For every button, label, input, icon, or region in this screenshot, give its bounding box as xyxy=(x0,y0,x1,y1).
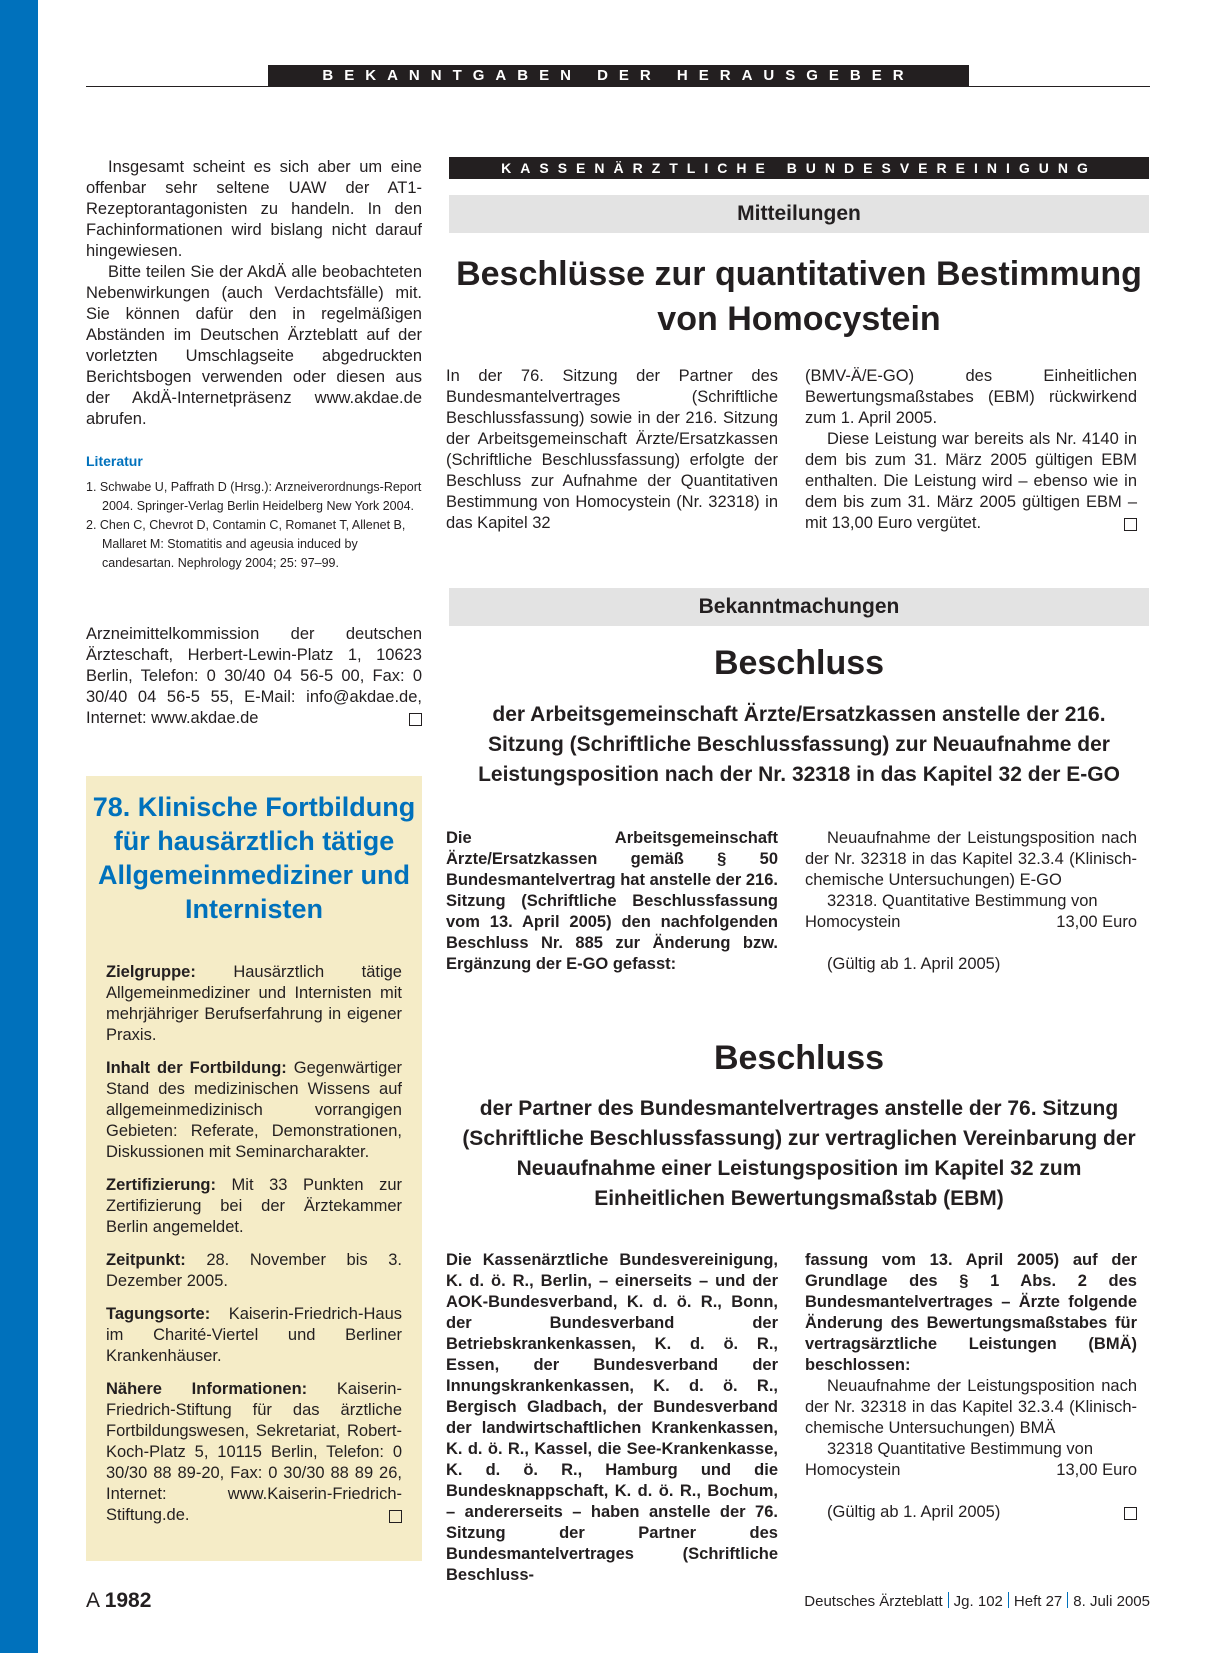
beschluss-2-intro: Die Kassenärztliche Bundesvereinigung, K. d. ö. R., Berlin, – einerseits – und der AOK-Bundesverband, K. d. ö. R., Bonn, der Bundesverband der Betriebskrankenkassen, K. d. ö. R., Essen, der Bundesverband der Innungskrankenkassen, K. d. ö. R., Bergisch Gladbach, der Bundesverband der landwirtschaftlichen Krankenkassen, K. d. ö. R., Kassel, die See-Krankenkasse, K. d. ö. R., Hamburg und die Bundesknappschaft, K. d. ö. R., Bochum, – andererseits – haben anstelle der 76. Sitzung der Partner des Bundesmantelvertrages (Schriftliche Beschluss- xyxy=(446,1251,778,1584)
kbv-text-3: Diese Leistung war bereits als Nr. 4140 in dem bis zum 31. März 2005 gültigen EBM enthalten. Die Leistung wird – ebenso wie in dem bis zum 31. März 2005 gültigen EBM – mit 13,00 Euro vergütet. xyxy=(805,430,1137,532)
beschluss-2-grundlage: fassung vom 13. April 2005) auf der Grundlage des § 1 Abs. 2 des Bundesmantelvertrages – Ärzte folgende Änderung des Bewertungsmaßstabes für vertragsärztliche Leistungen (BMÄ) beschlossen: xyxy=(805,1251,1137,1374)
journal-footer xyxy=(804,1592,1150,1610)
beschluss-1-column-2 xyxy=(805,828,1137,975)
fortbildung-infobox xyxy=(86,776,422,1561)
header-rule xyxy=(86,86,1150,87)
tagungsorte-label: Tagungsorte: xyxy=(106,1305,211,1323)
page-number xyxy=(86,1589,151,1613)
footer-divider xyxy=(1067,1592,1068,1608)
zeitpunkt-text: 28. November bis 3. Dezember 2005. xyxy=(106,1251,402,1290)
beschluss-1-gueltig: (Gültig ab 1. April 2005) xyxy=(827,955,1001,973)
beschluss-2-leistung: 32318 Quantitative Bestimmung von Homocystein xyxy=(805,1440,1093,1479)
zertifizierung-text: Mit 33 Punkten zur Zertifizierung bei der Ärztekammer Berlin angemeldet. xyxy=(106,1176,402,1236)
beschluss-1-title: Beschluss xyxy=(713,644,885,682)
beschluss-2-column-2 xyxy=(805,1250,1137,1523)
infobox-body xyxy=(106,962,402,1538)
beschluss-2-subtitle: der Partner des Bundesmantelvertrages anstelle der 76. Sitzung (Schriftliche Beschlussfassung) zur vertraglichen Vereinbarung der Neuaufnahme einer Leistungsposition im Kapitel 32 zum Einheitlichen Bewertungsmaßstab (EBM) xyxy=(462,1097,1136,1210)
informationen-label: Nähere Informationen: xyxy=(106,1380,308,1398)
left-column xyxy=(86,157,422,573)
literatur-heading: Literatur xyxy=(86,453,143,469)
reference-2: 2. Chen C, Chevrot D, Contamin C, Romanet T, Allenet B, Mallaret M: Stomatitis and ageusia induced by candesartan. Nephrology 2004; 25: 97–99. xyxy=(86,518,406,570)
footer-divider xyxy=(1008,1592,1009,1608)
beschluss-1-subtitle: der Arbeitsgemeinschaft Ärzte/Ersatzkassen anstelle der 216. Sitzung (Schriftliche Beschlussfassung) zur Neuaufnahme der Leistungsposition nach der Nr. 32318 in das Kapitel 32 der E-GO xyxy=(478,703,1120,786)
inhalt-text: Gegenwärtiger Stand des medizinischen Wissens auf allgemeinmedizinisch vorrangigen Gebieten: Referate, Demonstrationen, Diskussionen mit Seminarcharakter. xyxy=(106,1059,402,1161)
beschluss-2-title: Beschluss xyxy=(713,1039,885,1077)
journal-date: 8. Juli 2005 xyxy=(1073,1593,1150,1610)
inhalt-label: Inhalt der Fortbildung: xyxy=(106,1059,287,1077)
blue-edge-strip xyxy=(0,0,38,1653)
kbv-section-banner: KASSENÄRZTLICHE BUNDESVEREINIGUNG xyxy=(449,157,1149,179)
akdae-address: Arzneimittelkommission der deutschen Ärzteschaft, Herbert-Lewin-Platz 1, 10623 Berlin, Telefon: 0 30/40 04 56-5 00, Fax: 0 30/40 04 56-5 55, E-Mail: info@akdae.de, Internet: www.akdae.de xyxy=(86,625,422,727)
kbv-column-2 xyxy=(805,366,1137,534)
infobox-title: 78. Klinische Fortbildung für hausärztlich tätige Allgemeinmediziner und Internisten xyxy=(92,792,416,924)
reference-1: 1. Schwabe U, Paffrath D (Hrsg.): Arzneiverordnungs-Report 2004. Springer-Verlag Berlin Heidelberg New York 2004. xyxy=(86,480,422,513)
beschluss-1-neuaufnahme: Neuaufnahme der Leistungsposition nach der Nr. 32318 in das Kapitel 32.3.4 (Klinisch-chemische Untersuchungen) E-GO xyxy=(805,829,1137,889)
zielgruppe-text: Hausärztlich tätige Allgemeinmediziner und Internisten mit mehrjähriger Berufserfahrung in eigener Praxis. xyxy=(106,963,402,1044)
informationen-text: Kaiserin-Friedrich-Stiftung für das ärztliche Fortbildungswesen, Sekretariat, Robert-Koch-Platz 5, 10115 Berlin, Telefon: 0 30/30 88 89-20, Fax: 0 30/30 88 89 26, Internet: www.Kaiserin-Friedrich-Stiftung.de. xyxy=(106,1380,402,1524)
akdae-address-block xyxy=(86,624,422,729)
page-number-value: 1982 xyxy=(104,1589,152,1612)
zielgruppe-label: Zielgruppe: xyxy=(106,963,196,981)
footer-divider xyxy=(948,1592,949,1608)
mitteilungen-bar: Mitteilungen xyxy=(449,195,1149,233)
beschluss-1-column-1 xyxy=(446,828,778,975)
tagungsorte-text: Kaiserin-Friedrich-Haus im Charité-Viertel und Berliner Krankenhäuser. xyxy=(106,1305,402,1365)
beschluss-2-gueltig: (Gültig ab 1. April 2005) xyxy=(827,1503,1001,1521)
journal-volume: Jg. 102 xyxy=(953,1593,1003,1610)
end-of-article-box-icon xyxy=(389,1510,402,1523)
beschluss-1-price: 13,00 Euro xyxy=(1056,913,1137,931)
journal-name: Deutsches Ärzteblatt xyxy=(804,1593,943,1610)
end-of-article-box-icon xyxy=(409,713,422,726)
beschluss-2-neuaufnahme: Neuaufnahme der Leistungsposition nach der Nr. 32318 in das Kapitel 32.3.4 (Klinisch-chemische Untersuchungen) BMÄ xyxy=(805,1377,1137,1437)
journal-issue: Heft 27 xyxy=(1013,1593,1063,1610)
kbv-column-1 xyxy=(446,366,778,534)
bekanntmachungen-bar: Bekanntmachungen xyxy=(449,588,1149,626)
kbv-text-2: (BMV-Ä/E-GO) des Einheitlichen Bewertungsmaßstabes (EBM) rückwirkend zum 1. April 2005. xyxy=(805,367,1137,427)
end-of-article-box-icon xyxy=(1124,518,1137,531)
zeitpunkt-label: Zeitpunkt: xyxy=(106,1251,186,1269)
page-prefix: A xyxy=(86,1589,99,1612)
header-banner: BEKANNTGABEN DER HERAUSGEBER xyxy=(268,65,969,87)
end-of-article-box-icon xyxy=(1124,1507,1137,1520)
kbv-text-1: In der 76. Sitzung der Partner des Bundesmantelvertrages (Schriftliche Beschlussfassung) sowie in der 216. Sitzung der Arbeitsgemeinschaft Ärzte/Ersatzkassen (Schriftliche Beschlussfassung) erfolgte der Beschluss zur Aufnahme der Quantitativen Bestimmung von Homocystein (Nr. 32318) in das Kapitel 32 xyxy=(446,367,778,532)
beschluss-1-intro: Die Arbeitsgemeinschaft Ärzte/Ersatzkassen gemäß § 50 Bundesmantelvertrag hat anstelle der 216. Sitzung (Schriftliche Beschlussfassung vom 13. April 2005) den nachfolgenden Beschluss Nr. 885 zur Änderung bzw. Ergänzung der E-GO gefasst: xyxy=(446,829,778,973)
left-paragraph-1: Insgesamt scheint es sich aber um eine offenbar sehr seltene UAW der AT1-Rezeptorantagonisten zu handeln. In den Fachinformationen wird bislang nicht darauf hingewiesen. xyxy=(86,158,422,260)
beschluss-2-column-1 xyxy=(446,1250,778,1586)
zertifizierung-label: Zertifizierung: xyxy=(106,1176,216,1194)
beschluss-2-price: 13,00 Euro xyxy=(1056,1461,1137,1479)
homocystein-headline: Beschlüsse zur quantitativen Bestimmung von Homocystein xyxy=(456,255,1142,338)
left-paragraph-2: Bitte teilen Sie der AkdÄ alle beobachteten Nebenwirkungen (auch Verdachtsfälle) mit. Sie können dafür den in regelmäßigen Abständen im Deutschen Ärzteblatt auf der vorletzten Umschlagseite abgedruckten Berichtsbogen verwenden oder diesen aus der AkdÄ-Internetpräsenz www.akdae.de abrufen. xyxy=(86,263,422,428)
beschluss-1-leistung: 32318. Quantitative Bestimmung von Homocystein xyxy=(805,892,1098,931)
